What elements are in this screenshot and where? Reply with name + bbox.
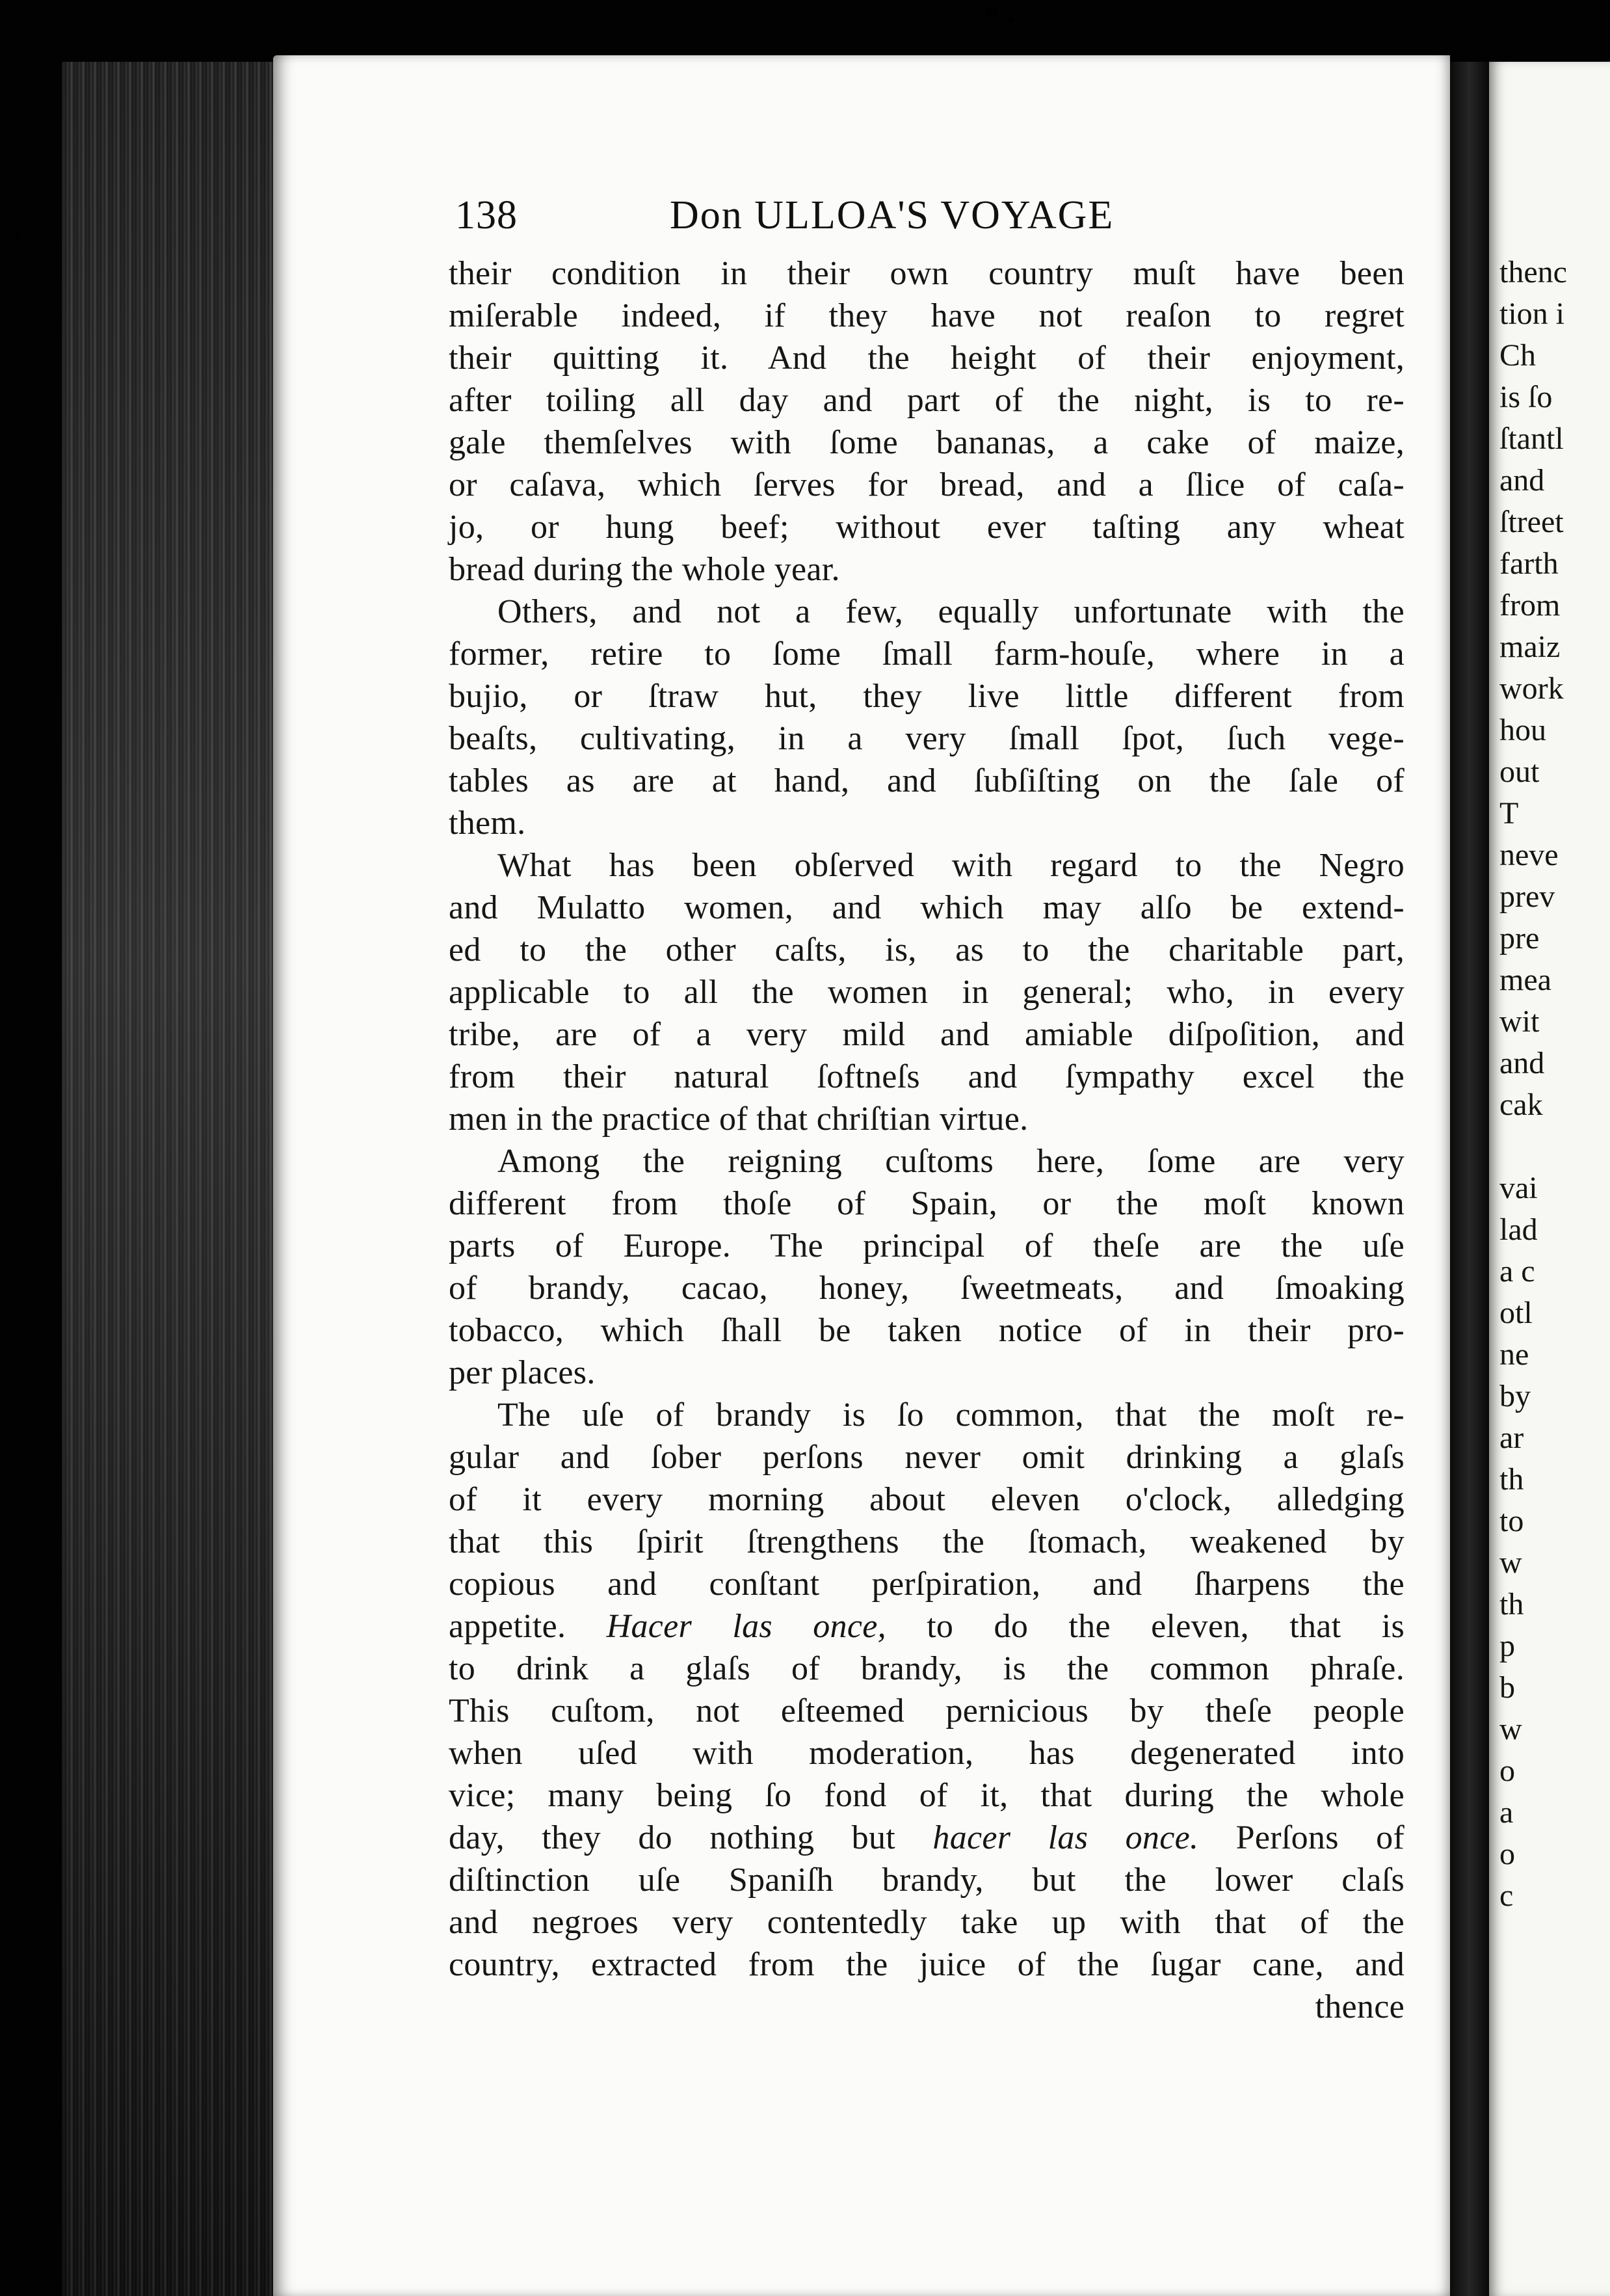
- facing-page-fragment: and: [1499, 463, 1545, 498]
- text-line: tobacco, which ſhall be taken notice of in their pro-: [449, 1312, 1405, 1349]
- text-line: former, retire to ſome ſmall farm-houſe, where in a: [449, 635, 1405, 673]
- text-line: appetite. Hacer las once, to do the eleven, that is: [449, 1608, 1405, 1645]
- text-line: jo, or hung beef; without ever taſting any wheat: [449, 509, 1405, 546]
- text-line: The uſe of brandy is ſo common, that the moſt re-: [497, 1396, 1405, 1434]
- facing-page-fragment: otl: [1499, 1296, 1533, 1330]
- text-line: gular and ſober perſons never omit drinking a glaſs: [449, 1439, 1405, 1476]
- text-line: beaſts, cultivating, in a very ſmall ſpot, ſuch vege-: [449, 720, 1405, 757]
- text-line: their condition in their own country muſt have been: [449, 255, 1405, 292]
- text-line: ed to the other caſts, is, as to the charitable part,: [449, 931, 1405, 968]
- ink-speck: [1008, 17, 1014, 23]
- facing-page-fragment: Ch: [1499, 338, 1537, 373]
- text-line: gale themſelves with ſome bananas, a cake of maize,: [449, 424, 1405, 461]
- facing-page-fragment: wit: [1499, 1004, 1540, 1039]
- running-head: [455, 193, 1431, 245]
- facing-page-fragment: c: [1499, 1878, 1514, 1913]
- text-line: and Mulatto women, and which may alſo be extend-: [449, 889, 1405, 926]
- text-line: diſtinction uſe Spaniſh brandy, but the lower claſs: [449, 1862, 1405, 1899]
- text-line: bujio, or ſtraw hut, they live little different from: [449, 678, 1405, 715]
- facing-page-fragment: prev: [1499, 879, 1555, 914]
- facing-page-fragment: maiz: [1499, 630, 1561, 664]
- text-line: copious and conſtant perſpiration, and ſharpens the: [449, 1566, 1405, 1603]
- facing-page-fragment: a c: [1499, 1254, 1535, 1288]
- text-line: them.: [449, 805, 526, 842]
- facing-page-fragment: thenc: [1499, 255, 1567, 289]
- facing-page-fragment: tion i: [1499, 297, 1565, 331]
- facing-page-fragment: cak: [1499, 1088, 1543, 1122]
- facing-page-fragment: ar: [1499, 1421, 1524, 1455]
- facing-page-fragment: w: [1499, 1545, 1522, 1580]
- text-line: vice; many being ſo fond of it, that during the whole: [449, 1777, 1405, 1814]
- facing-page-fragment: is ſo: [1499, 380, 1553, 414]
- ink-speck: [985, 8, 998, 17]
- text-line: miſerable indeed, if they have not reaſon to regret: [449, 297, 1405, 334]
- facing-page-fragment: vai: [1499, 1171, 1538, 1205]
- text-line: parts of Europe. The principal of theſe are the uſe: [449, 1227, 1405, 1264]
- text-line: bread during the whole year.: [449, 551, 840, 588]
- facing-page-fragment: w: [1499, 1712, 1522, 1746]
- text-line: What has been obſerved with regard to the Negro: [497, 847, 1405, 884]
- facing-page-fragment: ſtreet: [1499, 505, 1564, 539]
- text-line: Among the reigning cuſtoms here, ſome are very: [497, 1143, 1405, 1180]
- facing-page-fragment: o: [1499, 1754, 1515, 1788]
- italic-phrase: Hacer las once,: [606, 1608, 886, 1645]
- facing-page-fragment: th: [1499, 1587, 1524, 1622]
- facing-page-fragment: th: [1499, 1462, 1524, 1497]
- text-line: from their natural ſoftneſs and ſympathy excel the: [449, 1058, 1405, 1095]
- facing-page-fragment: farth: [1499, 546, 1559, 581]
- text-line: when uſed with moderation, has degenerated into: [449, 1735, 1405, 1772]
- facing-page-fragment: ſtantl: [1499, 421, 1564, 456]
- book-page-edges: [62, 62, 276, 2296]
- facing-page-fragment: pre: [1499, 921, 1540, 955]
- facing-page: [1489, 62, 1610, 2296]
- text-line: that this ſpirit ſtrengthens the ſtomach, weakened by: [449, 1523, 1405, 1560]
- facing-page-fragment: hou: [1499, 713, 1546, 747]
- facing-page-fragment: o: [1499, 1837, 1515, 1871]
- facing-page-fragment: lad: [1499, 1212, 1538, 1247]
- text-line: This cuſtom, not eſteemed pernicious by theſe people: [449, 1692, 1405, 1729]
- facing-page-fragment: T: [1499, 796, 1519, 831]
- text-line: after toiling all day and part of the night, is to re-: [449, 382, 1405, 419]
- facing-page-fragment: out: [1499, 754, 1540, 789]
- text-line: to drink a glaſs of brandy, is the common phraſe.: [449, 1650, 1405, 1687]
- running-title: Don ULLOA'S VOYAGE: [670, 193, 1115, 237]
- facing-page-fragment: work: [1499, 671, 1564, 706]
- text-line: their quitting it. And the height of their enjoyment,: [449, 340, 1405, 377]
- text-line: day, they do nothing but hacer las once. Perſons of: [449, 1819, 1405, 1856]
- facing-page-fragment: a: [1499, 1795, 1514, 1830]
- text-line: tribe, are of a very mild and amiable diſpoſition, and: [449, 1016, 1405, 1053]
- text-line: of it every morning about eleven o'clock, alledging: [449, 1481, 1405, 1518]
- facing-page-fragment: ne: [1499, 1337, 1529, 1372]
- facing-page-fragment: b: [1499, 1670, 1515, 1705]
- text-line: or caſava, which ſerves for bread, and a ſlice of caſa-: [449, 466, 1405, 503]
- text-line: different from thoſe of Spain, or the moſt known: [449, 1185, 1405, 1222]
- text-line: applicable to all the women in general; who, in every: [449, 974, 1405, 1011]
- text-line: men in the practice of that chriſtian virtue.: [449, 1101, 1029, 1138]
- body-text: [449, 252, 1405, 2028]
- facing-page-fragment: p: [1499, 1629, 1515, 1663]
- text-line: per places.: [449, 1354, 596, 1391]
- text-line: and negroes very contentedly take up with that of the: [449, 1904, 1405, 1941]
- catchword: thence: [1315, 1988, 1405, 2025]
- facing-page-fragment: to: [1499, 1504, 1524, 1538]
- book-gutter: [1450, 62, 1489, 2296]
- facing-page-fragment: from: [1499, 588, 1561, 622]
- page-number: 138: [455, 193, 518, 237]
- facing-page-fragment: and: [1499, 1046, 1545, 1080]
- facing-page-fragment: mea: [1499, 963, 1551, 997]
- text-line: country, extracted from the juice of the ſugar cane, and: [449, 1946, 1405, 1983]
- facing-page-fragment: neve: [1499, 838, 1559, 872]
- facing-page-fragment: by: [1499, 1379, 1531, 1413]
- text-line: of brandy, cacao, honey, ſweetmeats, and ſmoaking: [449, 1270, 1405, 1307]
- text-line: tables as are at hand, and ſubſiſting on the ſale of: [449, 762, 1405, 799]
- text-line: Others, and not a few, equally unfortunate with the: [497, 593, 1405, 630]
- ink-speck: [14, 234, 20, 239]
- italic-phrase: hacer las once.: [932, 1819, 1199, 1856]
